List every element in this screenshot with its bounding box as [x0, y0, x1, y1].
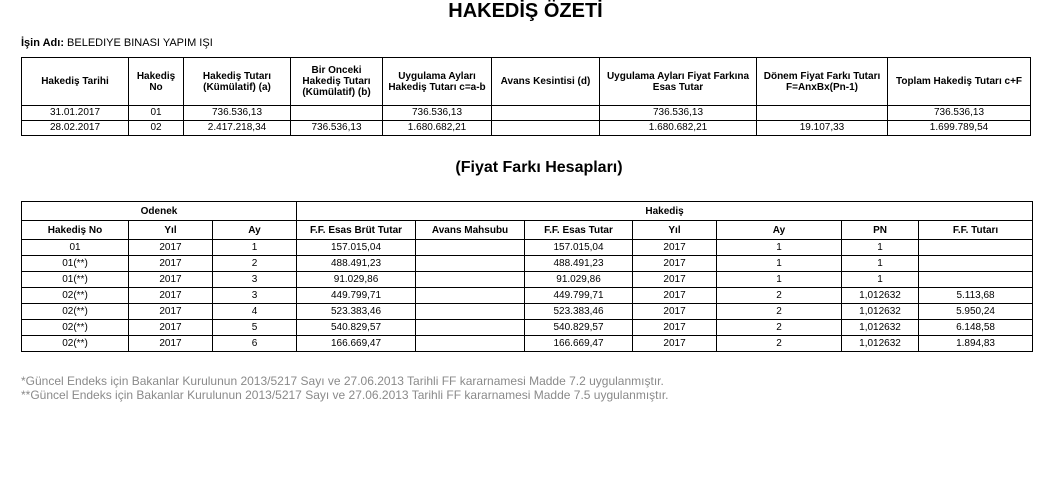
- summary-header-row: [22, 58, 1031, 106]
- table-row: [22, 121, 1031, 136]
- col-header: Toplam Hakediş Tutarı c+F: [888, 58, 1031, 106]
- table-cell: 1: [842, 272, 919, 288]
- col-header: Ay: [213, 221, 297, 240]
- table-cell: 736.536,13: [888, 106, 1031, 121]
- table-cell: 157.015,04: [297, 240, 416, 256]
- table-cell: [919, 272, 1033, 288]
- table-cell: 736.536,13: [184, 106, 291, 121]
- table-cell: [416, 320, 525, 336]
- table-row: [22, 336, 1033, 352]
- table-row: [22, 240, 1033, 256]
- table-cell: 01: [22, 240, 129, 256]
- table-cell: 540.829,57: [297, 320, 416, 336]
- col-header: Yıl: [129, 221, 213, 240]
- group-header-odenek: Odenek: [22, 202, 297, 221]
- table-cell: 1,012632: [842, 304, 919, 320]
- table-cell: 2017: [129, 336, 213, 352]
- table-cell: [416, 336, 525, 352]
- table-cell: [416, 240, 525, 256]
- col-header: Avans Kesintisi (d): [492, 58, 600, 106]
- table-cell: 31.01.2017: [22, 106, 129, 121]
- table-cell: 1,012632: [842, 320, 919, 336]
- table-cell: 1: [842, 256, 919, 272]
- col-header: F.F. Tutarı: [919, 221, 1033, 240]
- table-cell: 523.383,46: [525, 304, 633, 320]
- table-cell: [919, 256, 1033, 272]
- summary-table: [21, 57, 1031, 136]
- table-row: [22, 288, 1033, 304]
- table-cell: 523.383,46: [297, 304, 416, 320]
- job-name-value: BELEDIYE BINASI YAPIM IŞI: [67, 37, 213, 49]
- table-cell: 5.950,24: [919, 304, 1033, 320]
- table-cell: 2: [717, 320, 842, 336]
- table-cell: 1: [717, 240, 842, 256]
- table-cell: [492, 106, 600, 121]
- table-cell: 1.699.789,54: [888, 121, 1031, 136]
- table-cell: 166.669,47: [525, 336, 633, 352]
- footnote: *Güncel Endeks için Bakanlar Kurulunun 2013/5217 Sayı ve 27.06.2013 Tarihli FF kararnamesi Madde 7.2 uygulanmıştır.: [21, 374, 664, 388]
- table-cell: 02(**): [22, 288, 129, 304]
- table-row: [22, 272, 1033, 288]
- table-cell: [291, 106, 383, 121]
- table-cell: 1: [717, 256, 842, 272]
- table-cell: 91.029,86: [297, 272, 416, 288]
- table-row: [22, 106, 1031, 121]
- col-header: Hakediş Tutarı (Kümülatif) (a): [184, 58, 291, 106]
- table-cell: 02(**): [22, 320, 129, 336]
- table-cell: 540.829,57: [525, 320, 633, 336]
- page-title: HAKEDİŞ ÖZETİ: [448, 0, 603, 22]
- table-cell: 91.029,86: [525, 272, 633, 288]
- table-cell: 6.148,58: [919, 320, 1033, 336]
- job-name-label: İşin Adı:: [21, 37, 64, 49]
- table-cell: 19.107,33: [757, 121, 888, 136]
- table-cell: 1: [717, 272, 842, 288]
- footnotes: [21, 374, 669, 402]
- table-cell: 488.491,23: [297, 256, 416, 272]
- table-cell: 01: [129, 106, 184, 121]
- col-header: PN: [842, 221, 919, 240]
- col-header: F.F. Esas Brüt Tutar: [297, 221, 416, 240]
- table-cell: 2017: [633, 272, 717, 288]
- table-row: [22, 256, 1033, 272]
- table-row: [22, 304, 1033, 320]
- table-cell: 2: [213, 256, 297, 272]
- job-name-line: [21, 37, 213, 49]
- table-cell: 02(**): [22, 304, 129, 320]
- table-cell: 2017: [633, 336, 717, 352]
- table-cell: 2017: [129, 240, 213, 256]
- col-header: Hakediş No: [22, 221, 129, 240]
- table-cell: 2017: [633, 320, 717, 336]
- table-cell: 1.680.682,21: [383, 121, 492, 136]
- table-cell: [416, 304, 525, 320]
- table-cell: 5.113,68: [919, 288, 1033, 304]
- table-cell: 2017: [129, 256, 213, 272]
- table-row: [22, 320, 1033, 336]
- table-cell: 4: [213, 304, 297, 320]
- table-cell: [416, 288, 525, 304]
- table-cell: 2017: [129, 304, 213, 320]
- table-cell: 157.015,04: [525, 240, 633, 256]
- table-cell: [757, 106, 888, 121]
- col-header: Hakediş Tarihi: [22, 58, 129, 106]
- table-cell: 02: [129, 121, 184, 136]
- table-cell: 2017: [633, 288, 717, 304]
- table-cell: 1,012632: [842, 336, 919, 352]
- table-cell: 01(**): [22, 256, 129, 272]
- table-cell: 6: [213, 336, 297, 352]
- table-cell: 2: [717, 288, 842, 304]
- group-header-row: [22, 202, 1033, 221]
- col-header: Avans Mahsubu: [416, 221, 525, 240]
- col-header: F.F. Esas Tutar: [525, 221, 633, 240]
- table-cell: 1,012632: [842, 288, 919, 304]
- table-cell: 2017: [633, 256, 717, 272]
- footnote: **Güncel Endeks için Bakanlar Kurulunun 2013/5217 Sayı ve 27.06.2013 Tarihli FF kararnamesi Madde 7.5 uygulanmıştır.: [21, 388, 669, 402]
- table-cell: 166.669,47: [297, 336, 416, 352]
- table-cell: 488.491,23: [525, 256, 633, 272]
- table-cell: 1: [842, 240, 919, 256]
- table-cell: 449.799,71: [297, 288, 416, 304]
- price-difference-table: [21, 201, 1033, 352]
- table-cell: 28.02.2017: [22, 121, 129, 136]
- table-cell: 5: [213, 320, 297, 336]
- table-cell: [416, 256, 525, 272]
- table-cell: 2017: [633, 240, 717, 256]
- table-cell: 2017: [633, 304, 717, 320]
- table-cell: 736.536,13: [383, 106, 492, 121]
- table-cell: 2017: [129, 288, 213, 304]
- col-header: Uygulama Ayları Hakediş Tutarı c=a-b: [383, 58, 492, 106]
- col-header: Bir Onceki Hakediş Tutarı (Kümülatif) (b): [291, 58, 383, 106]
- col-header: Dönem Fiyat Farkı Tutarı F=AnxBx(Pn-1): [757, 58, 888, 106]
- table-cell: [919, 240, 1033, 256]
- table-cell: 01(**): [22, 272, 129, 288]
- group-header-hakedis: Hakediş: [297, 202, 1033, 221]
- col-header: Uygulama Ayları Fiyat Farkına Esas Tutar: [600, 58, 757, 106]
- section-title: (Fiyat Farkı Hesapları): [455, 159, 623, 176]
- col-header: Ay: [717, 221, 842, 240]
- ff-table-body: [22, 240, 1033, 352]
- ff-header-row: [22, 221, 1033, 240]
- table-cell: 1.894,83: [919, 336, 1033, 352]
- table-cell: 3: [213, 288, 297, 304]
- table-cell: 1: [213, 240, 297, 256]
- table-cell: 3: [213, 272, 297, 288]
- table-cell: 02(**): [22, 336, 129, 352]
- table-cell: 2: [717, 336, 842, 352]
- table-cell: 736.536,13: [291, 121, 383, 136]
- table-cell: 2017: [129, 272, 213, 288]
- col-header: Yıl: [633, 221, 717, 240]
- table-cell: 2.417.218,34: [184, 121, 291, 136]
- col-header: Hakediş No: [129, 58, 184, 106]
- table-cell: 449.799,71: [525, 288, 633, 304]
- table-cell: 2017: [129, 320, 213, 336]
- table-cell: 2: [717, 304, 842, 320]
- table-cell: [492, 121, 600, 136]
- table-cell: 1.680.682,21: [600, 121, 757, 136]
- table-cell: 736.536,13: [600, 106, 757, 121]
- table-cell: [416, 272, 525, 288]
